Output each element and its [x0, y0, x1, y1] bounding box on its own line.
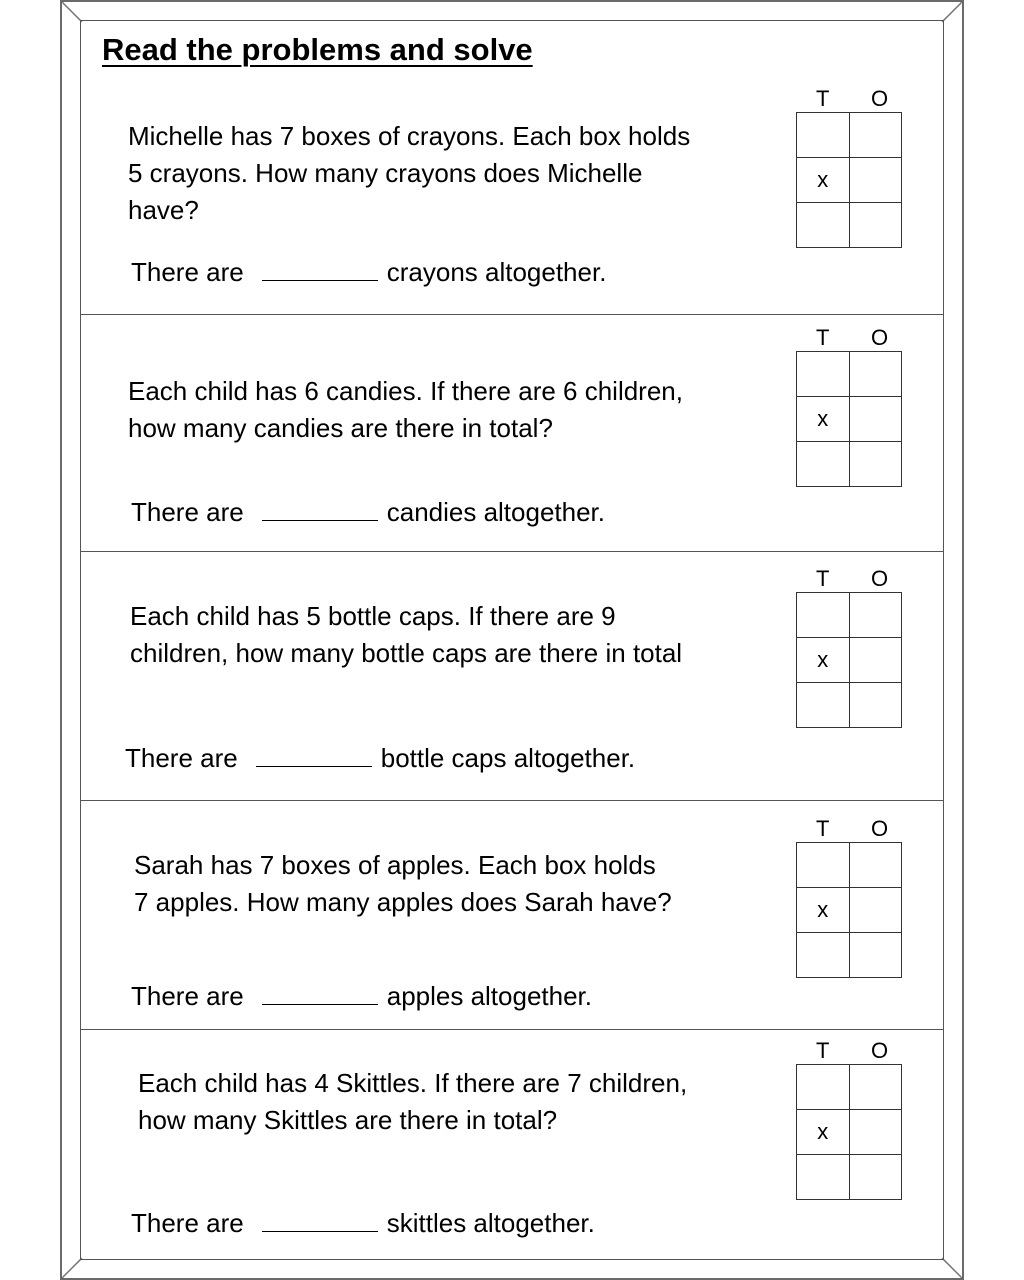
tens-header: T: [816, 1038, 830, 1063]
problem-question: Sarah has 7 boxes of apples. Each box holds 7 apples. How many apples does Sarah have?: [134, 850, 672, 917]
answer-prefix: There are: [125, 743, 238, 773]
multiply-sign: x: [797, 1110, 850, 1155]
multiply-sign: x: [797, 158, 850, 203]
problem-question: Each child has 5 bottle caps. If there are 9 children, how many bottle caps are there in total: [130, 601, 683, 668]
problem-question: Each child has 6 candies. If there are 6 children, how many candies are there in total?: [128, 376, 683, 443]
place-value-table: [796, 842, 902, 978]
tens-answer-cell[interactable]: [797, 683, 850, 728]
ones-header: O: [871, 816, 889, 841]
tens-answer-cell[interactable]: [797, 933, 850, 978]
tens-answer-cell[interactable]: [797, 203, 850, 248]
multiply-sign: x: [797, 397, 850, 442]
tens-cell[interactable]: [797, 352, 850, 397]
answer-prefix: There are: [131, 257, 244, 287]
tens-header: T: [816, 816, 830, 841]
answer-blank[interactable]: [262, 1209, 378, 1232]
ones-header: O: [871, 1038, 889, 1063]
place-value-table: [796, 351, 902, 487]
ones-cell[interactable]: [849, 158, 902, 203]
answer-line: [125, 743, 635, 774]
tens-header: T: [816, 86, 830, 111]
problem-5: [81, 1030, 943, 1259]
answer-blank[interactable]: [262, 498, 378, 521]
answer-prefix: There are: [131, 497, 244, 527]
tens-ones-grid: [796, 566, 904, 728]
tens-cell[interactable]: [797, 113, 850, 158]
problem-question: Michelle has 7 boxes of crayons. Each box holds 5 crayons. How many crayons does Michelle have?: [128, 121, 691, 225]
answer-line: [131, 257, 606, 288]
ones-cell[interactable]: [849, 113, 902, 158]
ones-cell[interactable]: [849, 638, 902, 683]
ones-answer-cell[interactable]: [849, 933, 902, 978]
answer-blank[interactable]: [256, 744, 372, 767]
ones-cell[interactable]: [849, 352, 902, 397]
answer-suffix: candies altogether.: [386, 497, 606, 527]
place-value-table: [796, 592, 902, 728]
problem-question: Each child has 4 Skittles. If there are 7 children, how many Skittles are there in total?: [138, 1068, 688, 1135]
ones-answer-cell[interactable]: [849, 442, 902, 487]
ones-cell[interactable]: [849, 397, 902, 442]
multiply-sign: x: [797, 638, 850, 683]
ones-answer-cell[interactable]: [849, 683, 902, 728]
tens-cell[interactable]: [797, 593, 850, 638]
problem-2: [81, 315, 943, 552]
answer-suffix: bottle caps altogether.: [380, 743, 636, 773]
ones-header: O: [871, 86, 889, 111]
answer-suffix: skittles altogether.: [386, 1208, 595, 1238]
tens-answer-cell[interactable]: [797, 442, 850, 487]
answer-line: [131, 497, 605, 528]
tens-header: T: [816, 566, 830, 591]
answer-line: [131, 981, 592, 1012]
answer-suffix: crayons altogether.: [386, 257, 607, 287]
multiply-sign: x: [797, 888, 850, 933]
answer-prefix: There are: [131, 981, 244, 1011]
tens-ones-grid: [796, 325, 904, 487]
answer-line: [131, 1208, 595, 1239]
tens-ones-grid: [796, 816, 904, 978]
tens-ones-grid: [796, 86, 904, 248]
tens-cell[interactable]: [797, 843, 850, 888]
tens-ones-grid: [796, 1038, 904, 1200]
ones-header: O: [871, 566, 889, 591]
tens-header: T: [816, 325, 830, 350]
tens-answer-cell[interactable]: [797, 1155, 850, 1200]
answer-blank[interactable]: [262, 982, 378, 1005]
page-title: Read the problems and solve: [102, 32, 533, 67]
ones-cell[interactable]: [849, 843, 902, 888]
place-value-table: [796, 112, 902, 248]
place-value-table: [796, 1064, 902, 1200]
ones-answer-cell[interactable]: [849, 203, 902, 248]
problem-4: [81, 801, 943, 1030]
answer-blank[interactable]: [262, 258, 378, 281]
answer-prefix: There are: [131, 1208, 244, 1238]
ones-cell[interactable]: [849, 1110, 902, 1155]
ones-answer-cell[interactable]: [849, 1155, 902, 1200]
answer-suffix: apples altogether.: [386, 981, 593, 1011]
problem-3: [81, 552, 943, 801]
problem-1: [81, 80, 943, 315]
ones-cell[interactable]: [849, 888, 902, 933]
ones-header: O: [871, 325, 889, 350]
ones-cell[interactable]: [849, 593, 902, 638]
ones-cell[interactable]: [849, 1065, 902, 1110]
tens-cell[interactable]: [797, 1065, 850, 1110]
